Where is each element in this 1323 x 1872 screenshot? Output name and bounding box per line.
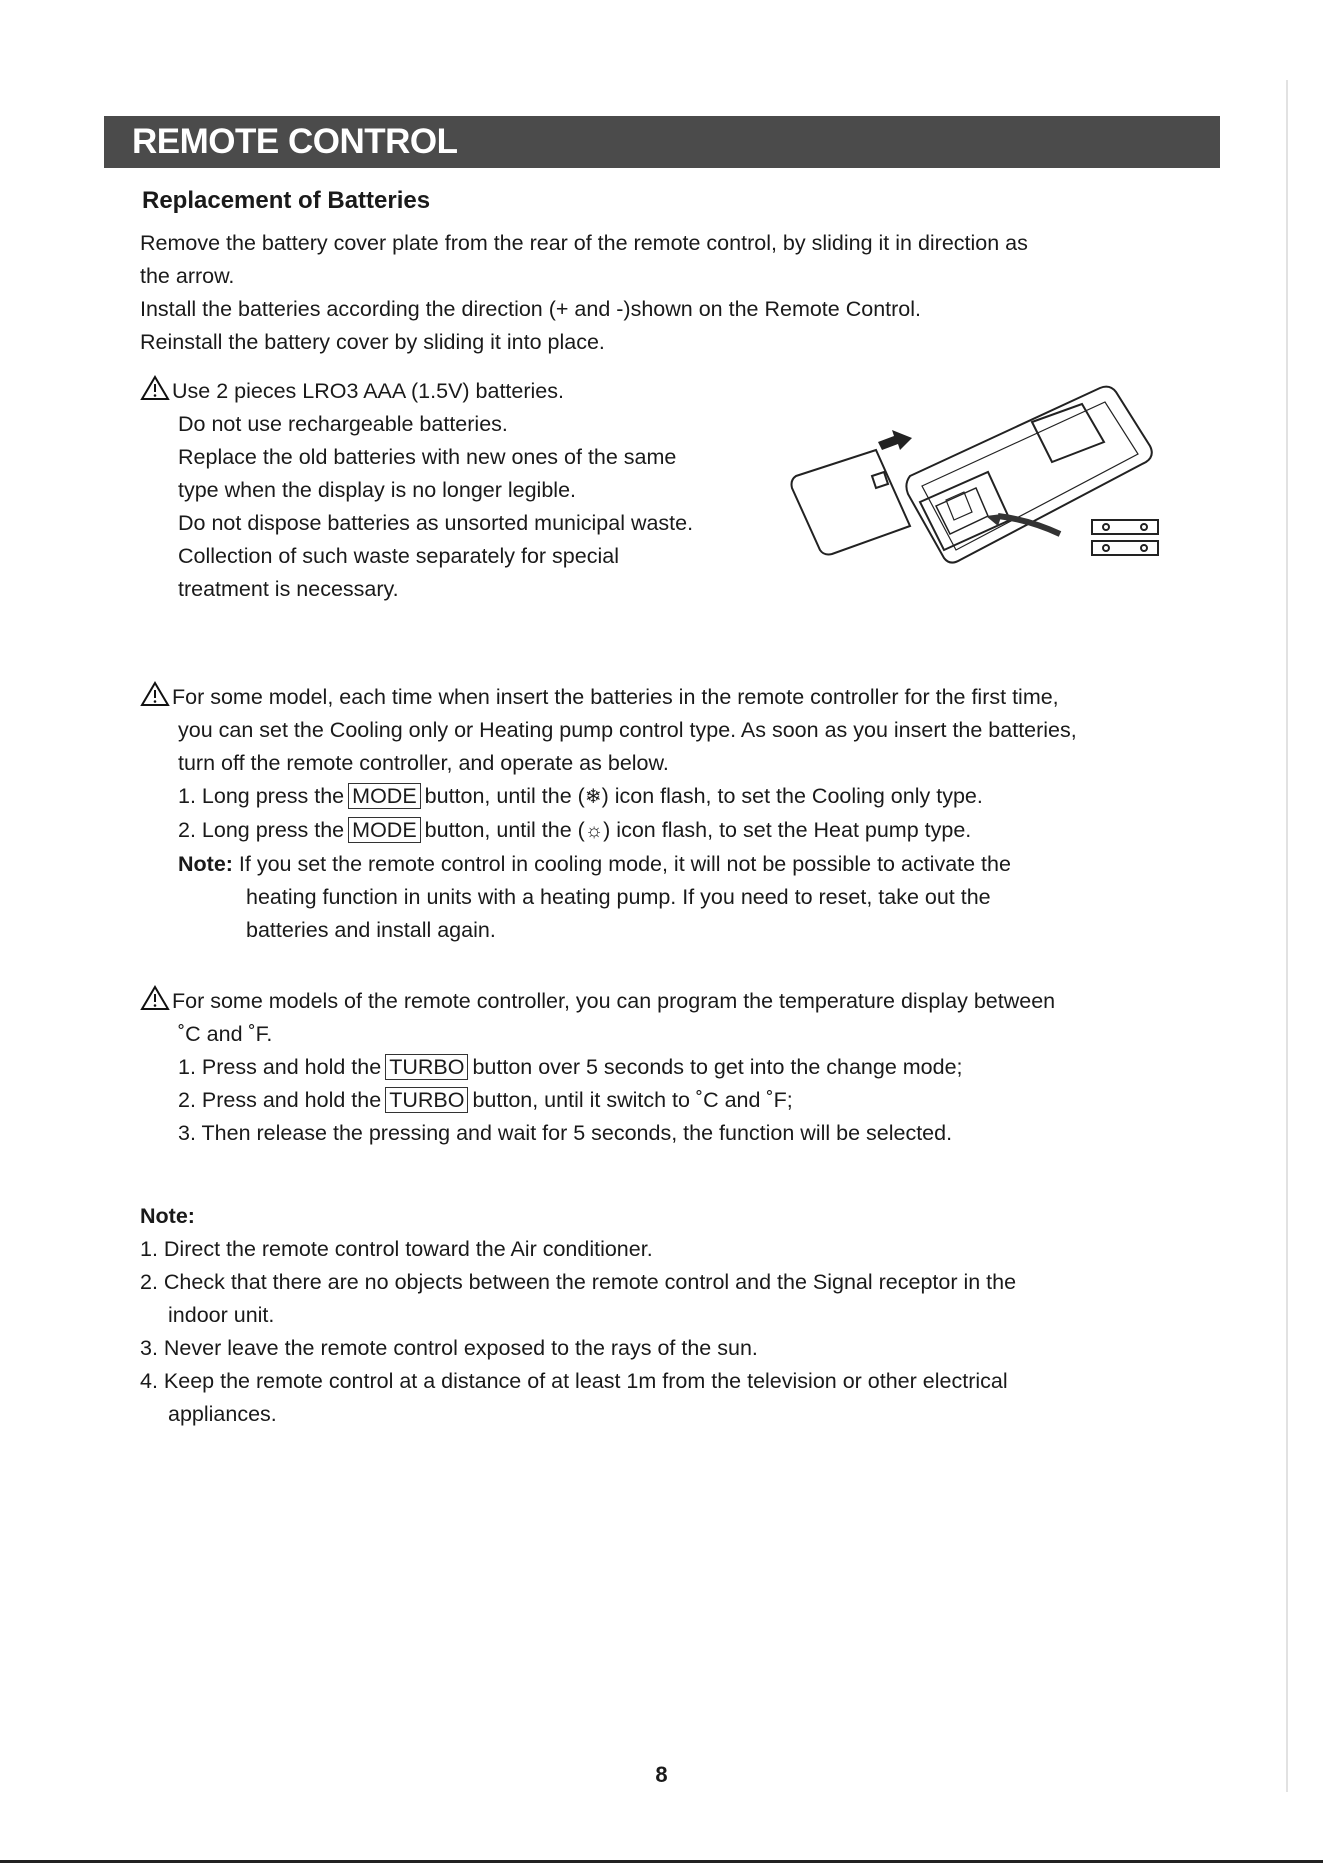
notes-section (140, 1200, 1016, 1431)
note-item: 2. Check that there are no objects between the remote control and the Signal receptor in the (140, 1270, 1017, 1294)
temp-step-1 (140, 1051, 1055, 1084)
mode-note (140, 848, 1077, 881)
note-line: If you set the remote control in cooling mode, it will not be possible to activate the (238, 852, 1011, 876)
section-header-bar (104, 116, 1220, 168)
page-edge-rule (1286, 80, 1288, 1792)
step-text: 1. Press and hold the (178, 1055, 382, 1079)
page-bottom-rule (0, 1860, 1323, 1863)
slide-direction-arrow (878, 430, 912, 450)
subheading: Replacement of Batteries (142, 187, 431, 214)
note-item: 4. Keep the remote control at a distance of at least 1m from the television or other electrical (140, 1369, 1008, 1393)
note-line: batteries and install again. (246, 918, 496, 942)
warning-line: you can set the Cooling only or Heating pump control type. As soon as you insert the batteries, (178, 718, 1077, 742)
temp-step-2 (140, 1084, 1055, 1117)
warning-triangle-icon (140, 985, 170, 1011)
intro-line: Install the batteries according the direction (+ and -)shown on the Remote Control. (140, 297, 921, 321)
step-text: ) icon flash, to set the Heat pump type. (603, 818, 972, 842)
intro-line: Reinstall the battery cover by sliding it into place. (140, 330, 605, 354)
remote-screen (1032, 404, 1104, 462)
warning-line: For some models of the remote controller, you can program the temperature display between (172, 989, 1056, 1013)
warning-line: Use 2 pieces LRO3 AAA (1.5V) batteries. (172, 379, 564, 403)
battery-warning (140, 375, 693, 606)
step-text: button, until it switch to ˚C and ˚F; (472, 1088, 793, 1112)
step-text: button, until the ( (424, 784, 585, 808)
remote-body (906, 387, 1151, 563)
note-item-continued: appliances. (168, 1402, 277, 1426)
snowflake-icon: ❄ (584, 786, 602, 808)
sun-icon: ☼ (584, 820, 604, 842)
step-text: 2. Press and hold the (178, 1088, 382, 1112)
step-text: 1. Long press the (178, 784, 345, 808)
turbo-key-label: TURBO (385, 1087, 468, 1113)
notes-label: Note: (140, 1204, 195, 1228)
warning-triangle-icon (140, 375, 170, 401)
battery-replacement-illustration (760, 384, 1170, 624)
step-text: ) icon flash, to set the Cooling only type. (601, 784, 983, 808)
warning-line: Do not dispose batteries as unsorted municipal waste. (178, 511, 694, 535)
battery-aaa (1092, 520, 1158, 534)
mode-type-warning (140, 681, 1077, 947)
intro-paragraph (140, 227, 1028, 359)
warning-triangle-icon (140, 681, 170, 707)
mode-step-2 (140, 814, 1077, 848)
section-title: REMOTE CONTROL (132, 122, 458, 161)
note-item-continued: indoor unit. (168, 1303, 275, 1327)
step-text: button over 5 seconds to get into the change mode; (472, 1055, 963, 1079)
mode-step-1 (140, 780, 1077, 814)
warning-line: For some model, each time when insert the batteries in the remote controller for the first time, (172, 685, 1059, 709)
page-number: 8 (655, 1762, 668, 1787)
battery-aaa (1092, 541, 1158, 555)
note-line: heating function in units with a heating pump. If you need to reset, take out the (246, 885, 991, 909)
warning-line: type when the display is no longer legible. (178, 478, 577, 502)
warning-line: turn off the remote controller, and operate as below. (178, 751, 669, 775)
warning-line: Do not use rechargeable batteries. (178, 412, 508, 436)
intro-line: Remove the battery cover plate from the rear of the remote control, by sliding it in direction as (140, 231, 1028, 255)
battery-cover (792, 450, 911, 555)
warning-line: Replace the old batteries with new ones of the same (178, 445, 677, 469)
note-item: 3. Never leave the remote control exposed to the rays of the sun. (140, 1336, 758, 1360)
note-item: 1. Direct the remote control toward the Air conditioner. (140, 1237, 653, 1261)
temperature-unit-warning (140, 985, 1055, 1150)
step-text: button, until the ( (424, 818, 585, 842)
temp-step-3: 3. Then release the pressing and wait for 5 seconds, the function will be selected. (178, 1121, 953, 1145)
step-text: 2. Long press the (178, 818, 345, 842)
turbo-key-label: TURBO (385, 1054, 468, 1080)
warning-line: ˚C and ˚F. (178, 1022, 273, 1046)
warning-line: Collection of such waste separately for special (178, 544, 619, 568)
warning-line: treatment is necessary. (178, 577, 399, 601)
mode-key-label: MODE (348, 817, 421, 843)
intro-line: the arrow. (140, 264, 235, 288)
note-label: Note: (178, 852, 233, 876)
mode-key-label: MODE (348, 783, 421, 809)
